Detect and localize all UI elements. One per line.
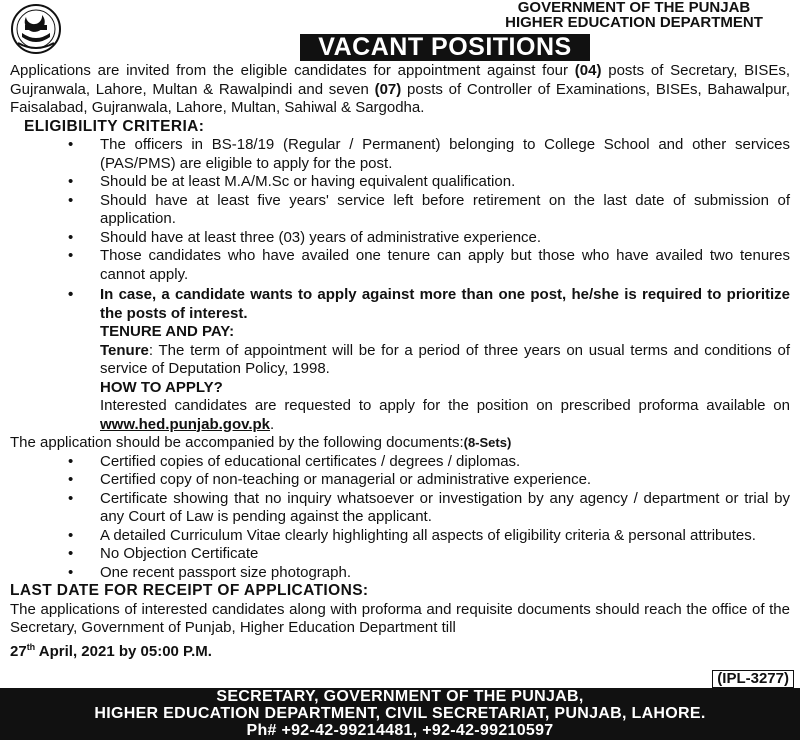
eligibility-list <box>10 136 790 323</box>
intro-text-a: Applications are invited from the eligible candidates for appointment against four <box>10 62 575 79</box>
bullet-icon: • <box>68 452 74 470</box>
punjab-govt-emblem-icon <box>8 3 64 55</box>
tenure-label: Tenure <box>100 341 149 359</box>
list-item-text: Certified copies of educational certificates / degrees / diplomas. <box>100 452 521 470</box>
list-item-text: Should have at least three (03) years of administrative experience. <box>100 228 542 246</box>
tenure-paragraph <box>100 342 790 379</box>
eligibility-heading: ELIGIBILITY CRITERIA: <box>24 117 205 135</box>
last-date-paragraph: The applications of interested candidates along with proforma and requisite documents should reach the office of the Secretary, Government of Punjab, Higher Education Department till <box>10 600 790 636</box>
intro-text-c: posts of Controller of Examinations, BISEs, Bahawalpur, Faisalabad, Gujranwala, Lahore, Multan, Sahiwal & Sargodha. <box>10 80 790 116</box>
list-item-text: One recent passport size photograph. <box>100 563 351 581</box>
list-item-text: No Objection Certificate <box>100 545 259 562</box>
list-item-text: A detailed Curriculum Vitae clearly highlighting all aspects of eligibility criteria & personal attributes. <box>100 526 756 544</box>
tenure-text: : The term of appointment will be for a period of three years on usual terms and conditions of service of Deputation Policy, 1998. <box>100 341 790 377</box>
footer-line-1: SECRETARY, GOVERNMENT OF THE PUNJAB, <box>216 688 584 705</box>
list-item <box>10 564 790 583</box>
documents-sets: (8-Sets) <box>463 435 512 450</box>
list-item <box>10 453 790 472</box>
advertisement-body <box>10 62 790 661</box>
intro-count-seven: (07) <box>374 80 402 98</box>
bullet-icon: • <box>68 489 74 507</box>
list-item <box>10 527 790 546</box>
list-item <box>10 545 790 564</box>
list-item-text: Certified copy of non-teaching or managerial or administrative experience. <box>100 471 592 488</box>
intro-paragraph <box>10 62 790 118</box>
list-item <box>10 136 790 173</box>
bullet-icon: • <box>68 563 74 581</box>
list-item <box>10 286 790 323</box>
list-item <box>10 490 790 527</box>
apply-text-end: . <box>270 415 275 433</box>
bullet-icon: • <box>68 286 74 303</box>
list-item-text: Should be at least M.A/M.Sc or having equivalent qualification. <box>100 173 516 190</box>
government-header <box>474 0 794 30</box>
bullet-icon: • <box>68 471 74 488</box>
list-item <box>10 192 790 229</box>
tenure-heading: TENURE AND PAY: <box>100 323 235 340</box>
list-item <box>10 229 790 248</box>
bullet-icon: • <box>68 191 74 209</box>
ipl-reference-badge: (IPL-3277) <box>712 670 794 688</box>
list-item-text: Should have at least five years' service left before retirement on the last date of submission of application. <box>100 191 790 227</box>
page-title: VACANT POSITIONS <box>300 34 590 61</box>
last-date-deadline <box>10 638 790 662</box>
how-to-apply-heading: HOW TO APPLY? <box>100 378 223 396</box>
bullet-icon: • <box>68 247 74 264</box>
documents-intro <box>10 434 790 453</box>
bullet-icon: • <box>68 545 74 562</box>
deadline-day-suffix: th <box>26 641 36 652</box>
govt-line-1: GOVERNMENT OF THE PUNJAB <box>517 0 751 16</box>
list-item-text: The officers in BS-18/19 (Regular / Permanent) belonging to College School and other services (PAS/PMS) are eligible to apply for the post. <box>100 136 790 172</box>
bullet-icon: • <box>68 228 74 246</box>
deadline-day: 27 <box>10 642 27 660</box>
intro-count-four: (04) <box>574 62 602 79</box>
how-to-apply-paragraph <box>100 397 790 434</box>
bullet-icon: • <box>68 136 74 153</box>
footer-line-2: HIGHER EDUCATION DEPARTMENT, CIVIL SECRETARIAT, PUNJAB, LAHORE. <box>94 705 706 722</box>
bullet-icon: • <box>68 173 74 190</box>
intro-text-b: posts of Secretary, BISEs, Gujranwala, Lahore, Multan & Rawalpindi and seven <box>10 62 791 98</box>
bullet-icon: • <box>68 526 74 544</box>
last-date-heading: LAST DATE FOR RECEIPT OF APPLICATIONS: <box>10 582 369 599</box>
documents-list <box>10 453 790 583</box>
list-item-text: In case, a candidate wants to apply against more than one post, he/she is required to prioritize the posts of interest. <box>100 286 790 322</box>
footer-phone: Ph# +92-42-99214481, +92-42-99210597 <box>246 722 554 739</box>
list-item-text: Certificate showing that no inquiry whatsoever or investigation by any agency / department or trial by any Court of Law is pending against the applicant. <box>100 489 790 525</box>
list-item-text: Those candidates who have availed one tenure can apply but those who have availed two tenures cannot apply. <box>100 247 790 283</box>
govt-line-2: HIGHER EDUCATION DEPARTMENT <box>505 14 763 31</box>
deadline-rest: April, 2021 by 05:00 P.M. <box>35 642 212 660</box>
footer-contact-block <box>0 688 800 740</box>
list-item <box>10 173 790 192</box>
list-item <box>10 247 790 284</box>
list-item <box>10 471 790 490</box>
apply-website-link[interactable]: www.hed.punjab.gov.pk <box>100 415 271 433</box>
apply-text: Interested candidates are requested to apply for the position on prescribed proforma available on <box>100 397 790 414</box>
documents-intro-text: The application should be accompanied by the following documents: <box>10 434 464 451</box>
